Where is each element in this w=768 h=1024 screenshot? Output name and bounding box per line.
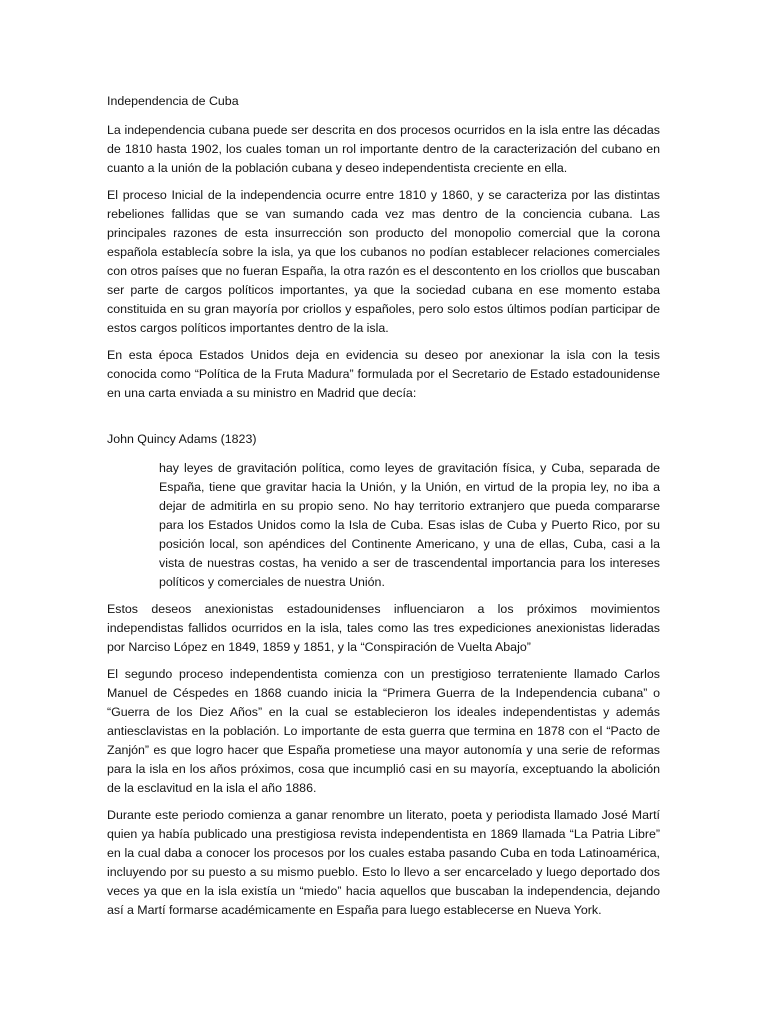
spacer [107, 411, 660, 430]
paragraph-us-interest: En esta época Estados Unidos deja en evidencia su deseo por anexionar la isla con la tesis conocida como “Política de la Fruta Madura” formulada por el Secretario de Estado estadounidense en una carta enviada a su ministro en Madrid que decía: [107, 348, 660, 400]
quote-attribution: John Quincy Adams (1823) [107, 432, 257, 446]
paragraph-jose-marti: Durante este periodo comienza a ganar renombre un literato, poeta y periodista llamado José Martí quien ya había publicado una prestigiosa revista independentista en 1869 llamada “La Patria Libre” en la cual daba a conocer los procesos por los cuales estaba pasando Cuba en toda Latinoamérica, incluyendo por su puesto a su mismo pueblo. Esto lo llevo a ser encarcelado y luego deportado dos veces ya que en la isla existía un “miedo” hacia aquellos que buscaban la independencia, dejando así a Martí formarse académicamente en España para luego establecerse en Nueva York. [107, 808, 660, 917]
document-page [107, 92, 660, 928]
block-quote: hay leyes de gravitación política, como leyes de gravitación física, y Cuba, separada de España, tiene que gravitar hacia la Unión, y la Unión, en virtud de la propia ley, no iba a dejar de admitirla en su propio seno. No hay territorio extranjero que pueda compararse para los Estados Unidos como la Isla de Cuba. Esas islas de Cuba y Puerto Rico, por su posición local, son apéndices del Continente Americano, y una de ellas, Cuba, casi a la vista de nuestras costas, ha venido a ser de trascendental importancia para los intereses políticos y comerciales de nuestra Unión. [159, 461, 660, 589]
paragraph-intro: La independencia cubana puede ser descrita en dos procesos ocurridos en la isla entre las décadas de 1810 hasta 1902, los cuales toman un rol importante dentro de la caracterización del cubano en cuanto a la unión de la población cubana y deseo independentista creciente en ella. [107, 123, 660, 175]
paragraph-second-process: El segundo proceso independentista comienza con un prestigioso terrateniente llamado Carlos Manuel de Céspedes en 1868 cuando inicia la “Primera Guerra de la Independencia cubana” o “Guerra de los Diez Años” en la cual se establecieron los ideales independentistas y además antiesclavistas en la población. Lo importante de esta guerra que termina en 1878 con el “Pacto de Zanjón” es que logro hacer que España prometiese una mayor autonomía y una serie de reformas para la isla en los años próximos, cosa que incumplió casi en su mayoría, exceptuando la abolición de la esclavitud en la isla el año 1886. [107, 667, 660, 795]
paragraph-annexationist-movements: Estos deseos anexionistas estadounidenses influenciaron a los próximos movimientos independistas fallidos ocurridos en la isla, tales como las tres expediciones anexionistas lideradas por Narciso López en 1849, 1859 y 1851, y la “Conspiración de Vuelta Abajo” [107, 602, 660, 654]
paragraph-initial-process: El proceso Inicial de la independencia ocurre entre 1810 y 1860, y se caracteriza por las distintas rebeliones fallidas que se van sumando cada vez mas dentro de la conciencia cubana. Las principales razones de esta insurrección son producto del monopolio comercial que la corona española establecía sobre la isla, ya que los cubanos no podían establecer relaciones comerciales con otros países que no fueran España, la otra razón es el descontento en los criollos que buscaban ser parte de cargos políticos importantes, ya que la sociedad cubana en ese momento estaba constituida en su gran mayoría por criollos y españoles, pero solo estos últimos podían participar de estos cargos políticos importantes dentro de la isla. [107, 188, 660, 335]
document-title: Independencia de Cuba [107, 94, 239, 108]
